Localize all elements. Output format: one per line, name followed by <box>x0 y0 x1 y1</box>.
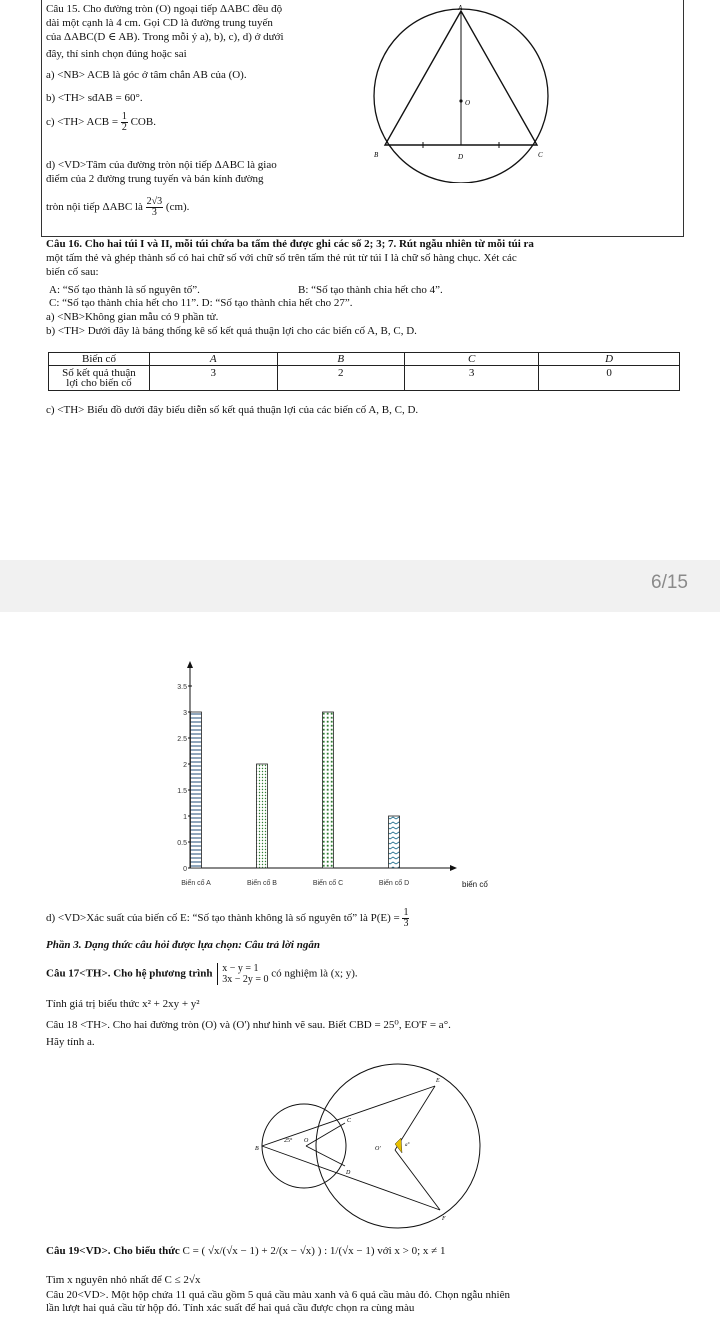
x-axis-arrow <box>450 865 457 871</box>
q18-line2: Hãy tính a. <box>46 1036 95 1048</box>
x-tick-label: Biến cố C <box>312 880 344 887</box>
two-circles-figure <box>250 1058 490 1243</box>
q16-line2: một tấm thẻ và ghép thành số có hai chữ số với chữ số trên tấm thẻ rút từ túi I là chữ số hàng chục. Xét các <box>46 252 517 264</box>
svg-text:D: D <box>346 1170 351 1176</box>
page-gap <box>0 560 720 612</box>
svg-text:C: C <box>347 1118 352 1124</box>
svg-text:E: E <box>436 1078 440 1084</box>
y-tick-label: 1 <box>183 814 187 821</box>
y-tick-label: 0 <box>183 866 187 873</box>
page-bottom <box>0 612 720 1343</box>
q16-event-b: B: “Số tạo thành chia hết cho 4”. <box>298 284 443 296</box>
bar-3 <box>323 712 334 868</box>
label-A: A <box>458 4 463 12</box>
y-tick-label: 1.5 <box>177 788 187 795</box>
label-O: O <box>465 99 471 107</box>
bar-4 <box>389 816 400 868</box>
table-row: Số kết quả thuận lợi cho biến cố 3 2 3 0 <box>49 366 680 391</box>
table-header-row: Biến cố A B C D <box>49 353 680 366</box>
q15-line1: Câu 15. Cho đường tròn (O) ngoại tiếp ΔABC đều độ <box>46 3 283 15</box>
bar-2 <box>257 764 268 868</box>
y-tick-label: 0.5 <box>177 840 187 847</box>
svg-text:F: F <box>442 1216 446 1222</box>
q16-b: b) <TH> Dưới đây là bảng thống kê số kết quả thuận lợi cho các biến cố A, B, C, D. <box>46 325 417 337</box>
q16-a: a) <NB>Không gian mẫu có 9 phần tử. <box>46 311 219 323</box>
y-tick-label: 3 <box>183 710 187 717</box>
label-B: B <box>374 151 379 159</box>
q19-line2: Tìm x nguyên nhỏ nhất để C ≤ 2√x <box>46 1274 201 1286</box>
page-indicator: 6/15 <box>651 572 688 593</box>
svg-text:a°: a° <box>405 1143 410 1148</box>
x-axis-label: biến cố <box>462 880 488 889</box>
page-top <box>0 0 720 560</box>
svg-text:25°: 25° <box>284 1138 293 1144</box>
label-C: C <box>538 151 543 159</box>
y-tick-label: 2.5 <box>177 736 187 743</box>
q18-line1: Câu 18 <TH>. Cho hai đường tròn (O) và (O') như hình vẽ sau. Biết CBD = 25⁰, EO'F = a°. <box>46 1019 451 1031</box>
svg-text:O: O <box>304 1138 309 1144</box>
q16-line3: biến cố sau: <box>46 266 99 278</box>
q15-line2: dài một cạnh là 4 cm. Gọi CD là đường trung tuyến <box>46 17 273 29</box>
q15-d3: tròn nội tiếp ΔABC là $\frac{2√3}{3}$ (cm). <box>46 196 190 218</box>
q15-line4: đây, thí sinh chọn đúng hoặc sai <box>46 48 187 60</box>
bar-chart <box>150 656 496 901</box>
q17-line2: Tính giá trị biểu thức x² + 2xy + y² <box>46 998 200 1010</box>
x-tick-label: Biến cố B <box>247 880 277 887</box>
events-table <box>48 352 680 391</box>
svg-text:O': O' <box>375 1146 381 1152</box>
q20-line1: Câu 20<VD>. Một hộp chứa 11 quả cầu gồm 5 quả cầu màu xanh và 6 quả cầu màu đỏ. Chọn ngẫu nhiên <box>46 1289 510 1301</box>
q17-line1: Câu 17<TH>. Cho hệ phương trình x − y = 1 3x − 2y = 0 có nghiệm là (x; y). <box>46 963 358 985</box>
bar-1 <box>191 712 202 868</box>
y-tick-label: 2 <box>183 762 187 769</box>
q16-c: c) <TH> Biểu đồ dưới đây biểu diễn số kết quả thuận lợi của các biến cố A, B, C, D. <box>46 404 419 416</box>
q20-line2: lần lượt hai quả cầu từ hộp đó. Tính xác suất để hai quả cầu được chọn ra cùng màu <box>46 1302 415 1314</box>
y-axis-arrow <box>187 661 193 668</box>
q15-c: c) <TH> ACB = $\frac{1}{2}$ COB. <box>46 111 156 133</box>
q16-event-a: A: “Số tạo thành là số nguyên tố”. <box>49 284 200 296</box>
x-tick-label: Biến cố D <box>378 880 410 887</box>
q16-event-cd: C: “Số tạo thành chia hết cho 11”. D: “Số tạo thành chia hết cho 27”. <box>49 297 353 309</box>
x-tick-label: Biến cố A <box>181 880 211 887</box>
q15-d2: điểm của 2 đường trung tuyến và bán kính đường <box>46 173 264 185</box>
triangle-circle-figure <box>365 3 565 183</box>
q15-d1: d) <VD>Tâm của đường tròn nội tiếp ΔABC là giao <box>46 159 277 171</box>
q16-d: d) <VD>Xác suất của biến cố E: “Số tạo thành không là số nguyên tố” là P(E) = $\frac{1}{3}$ <box>46 907 409 929</box>
part3-heading: Phần 3. Dạng thức câu hỏi được lựa chọn: Câu trả lời ngắn <box>46 939 320 951</box>
label-D: D <box>458 153 464 161</box>
y-tick-label: 3.5 <box>177 684 187 691</box>
q15-line3: của ΔABC(D ∈ AB). Trong mỗi ý a), b), c), d) ở dưới <box>46 31 284 43</box>
q15-a: a) <NB> ACB là góc ở tâm chắn AB của (O). <box>46 69 247 81</box>
q19-line1: Câu 19<VD>. Cho biểu thức C = ( √x/(√x − 1) + 2/(x − √x) ) : 1/(√x − 1) với x > 0; x ≠ 1 <box>46 1245 446 1257</box>
svg-text:B: B <box>255 1146 259 1152</box>
q15-b: b) <TH> sđAB = 60°. <box>46 92 143 104</box>
q16-line1: Câu 16. Cho hai túi I và II, mỗi túi chứa ba tấm thẻ được ghi các số 2; 3; 7. Rút ngẫu nhiên từ mỗi túi ra <box>46 238 534 250</box>
